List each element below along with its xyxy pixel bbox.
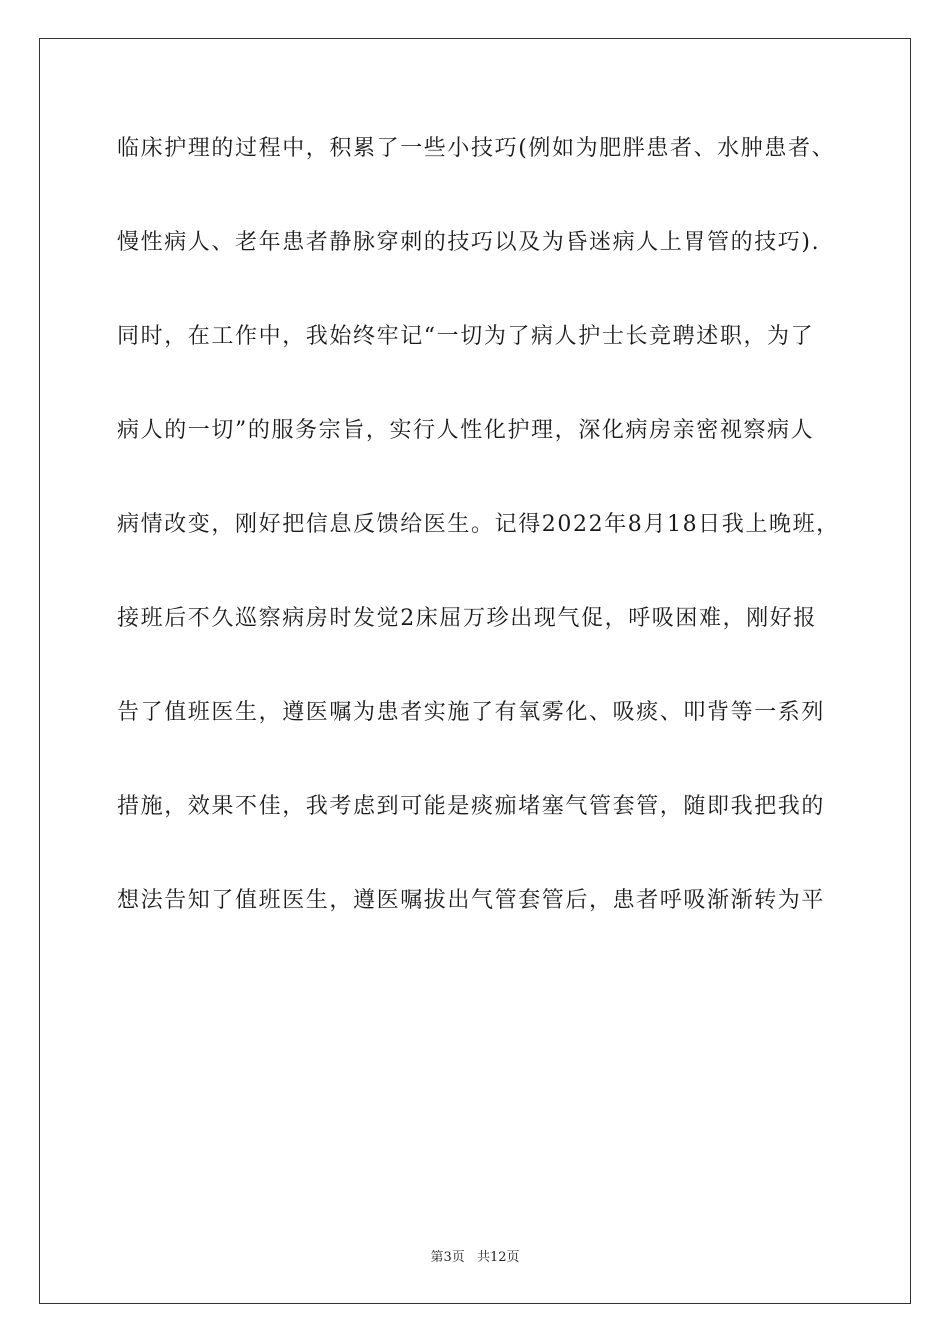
body-line-8: 措施，效果不佳，我考虑到可能是痰痂堵塞气管套管，随即我把我的 <box>117 794 826 819</box>
body-line-4: 病人的一切”的服务宗旨，实行人性化护理，深化病房亲密视察病人 <box>117 418 815 443</box>
page-number: 第3页 <box>430 1250 465 1265</box>
document-body <box>117 120 847 966</box>
page-footer <box>0 1246 950 1265</box>
body-line-6: 接班后不久巡察病房时发觉2床屈万珍出现气促，呼吸困难，刚好报 <box>117 606 817 631</box>
body-line-5: 病情改变，刚好把信息反馈给医生。记得2022年8月18日我上晚班， <box>117 512 840 537</box>
body-line-2: 慢性病人、老年患者静脉穿刺的技巧以及为昏迷病人上胃管的技巧). <box>117 230 821 255</box>
body-line-9: 想法告知了值班医生，遵医嘱拔出气管套管后，患者呼吸渐渐转为平 <box>117 888 826 913</box>
body-line-3: 同时，在工作中，我始终牢记“一切为了病人护士长竞聘述职，为了 <box>117 324 815 349</box>
body-line-1: 临床护理的过程中，积累了一些小技巧(例如为肥胖患者、水肿患者、 <box>117 136 836 161</box>
page-total: 共12页 <box>476 1250 520 1265</box>
body-line-7: 告了值班医生，遵医嘱为患者实施了有氧雾化、吸痰、叩背等一系列 <box>117 700 826 725</box>
